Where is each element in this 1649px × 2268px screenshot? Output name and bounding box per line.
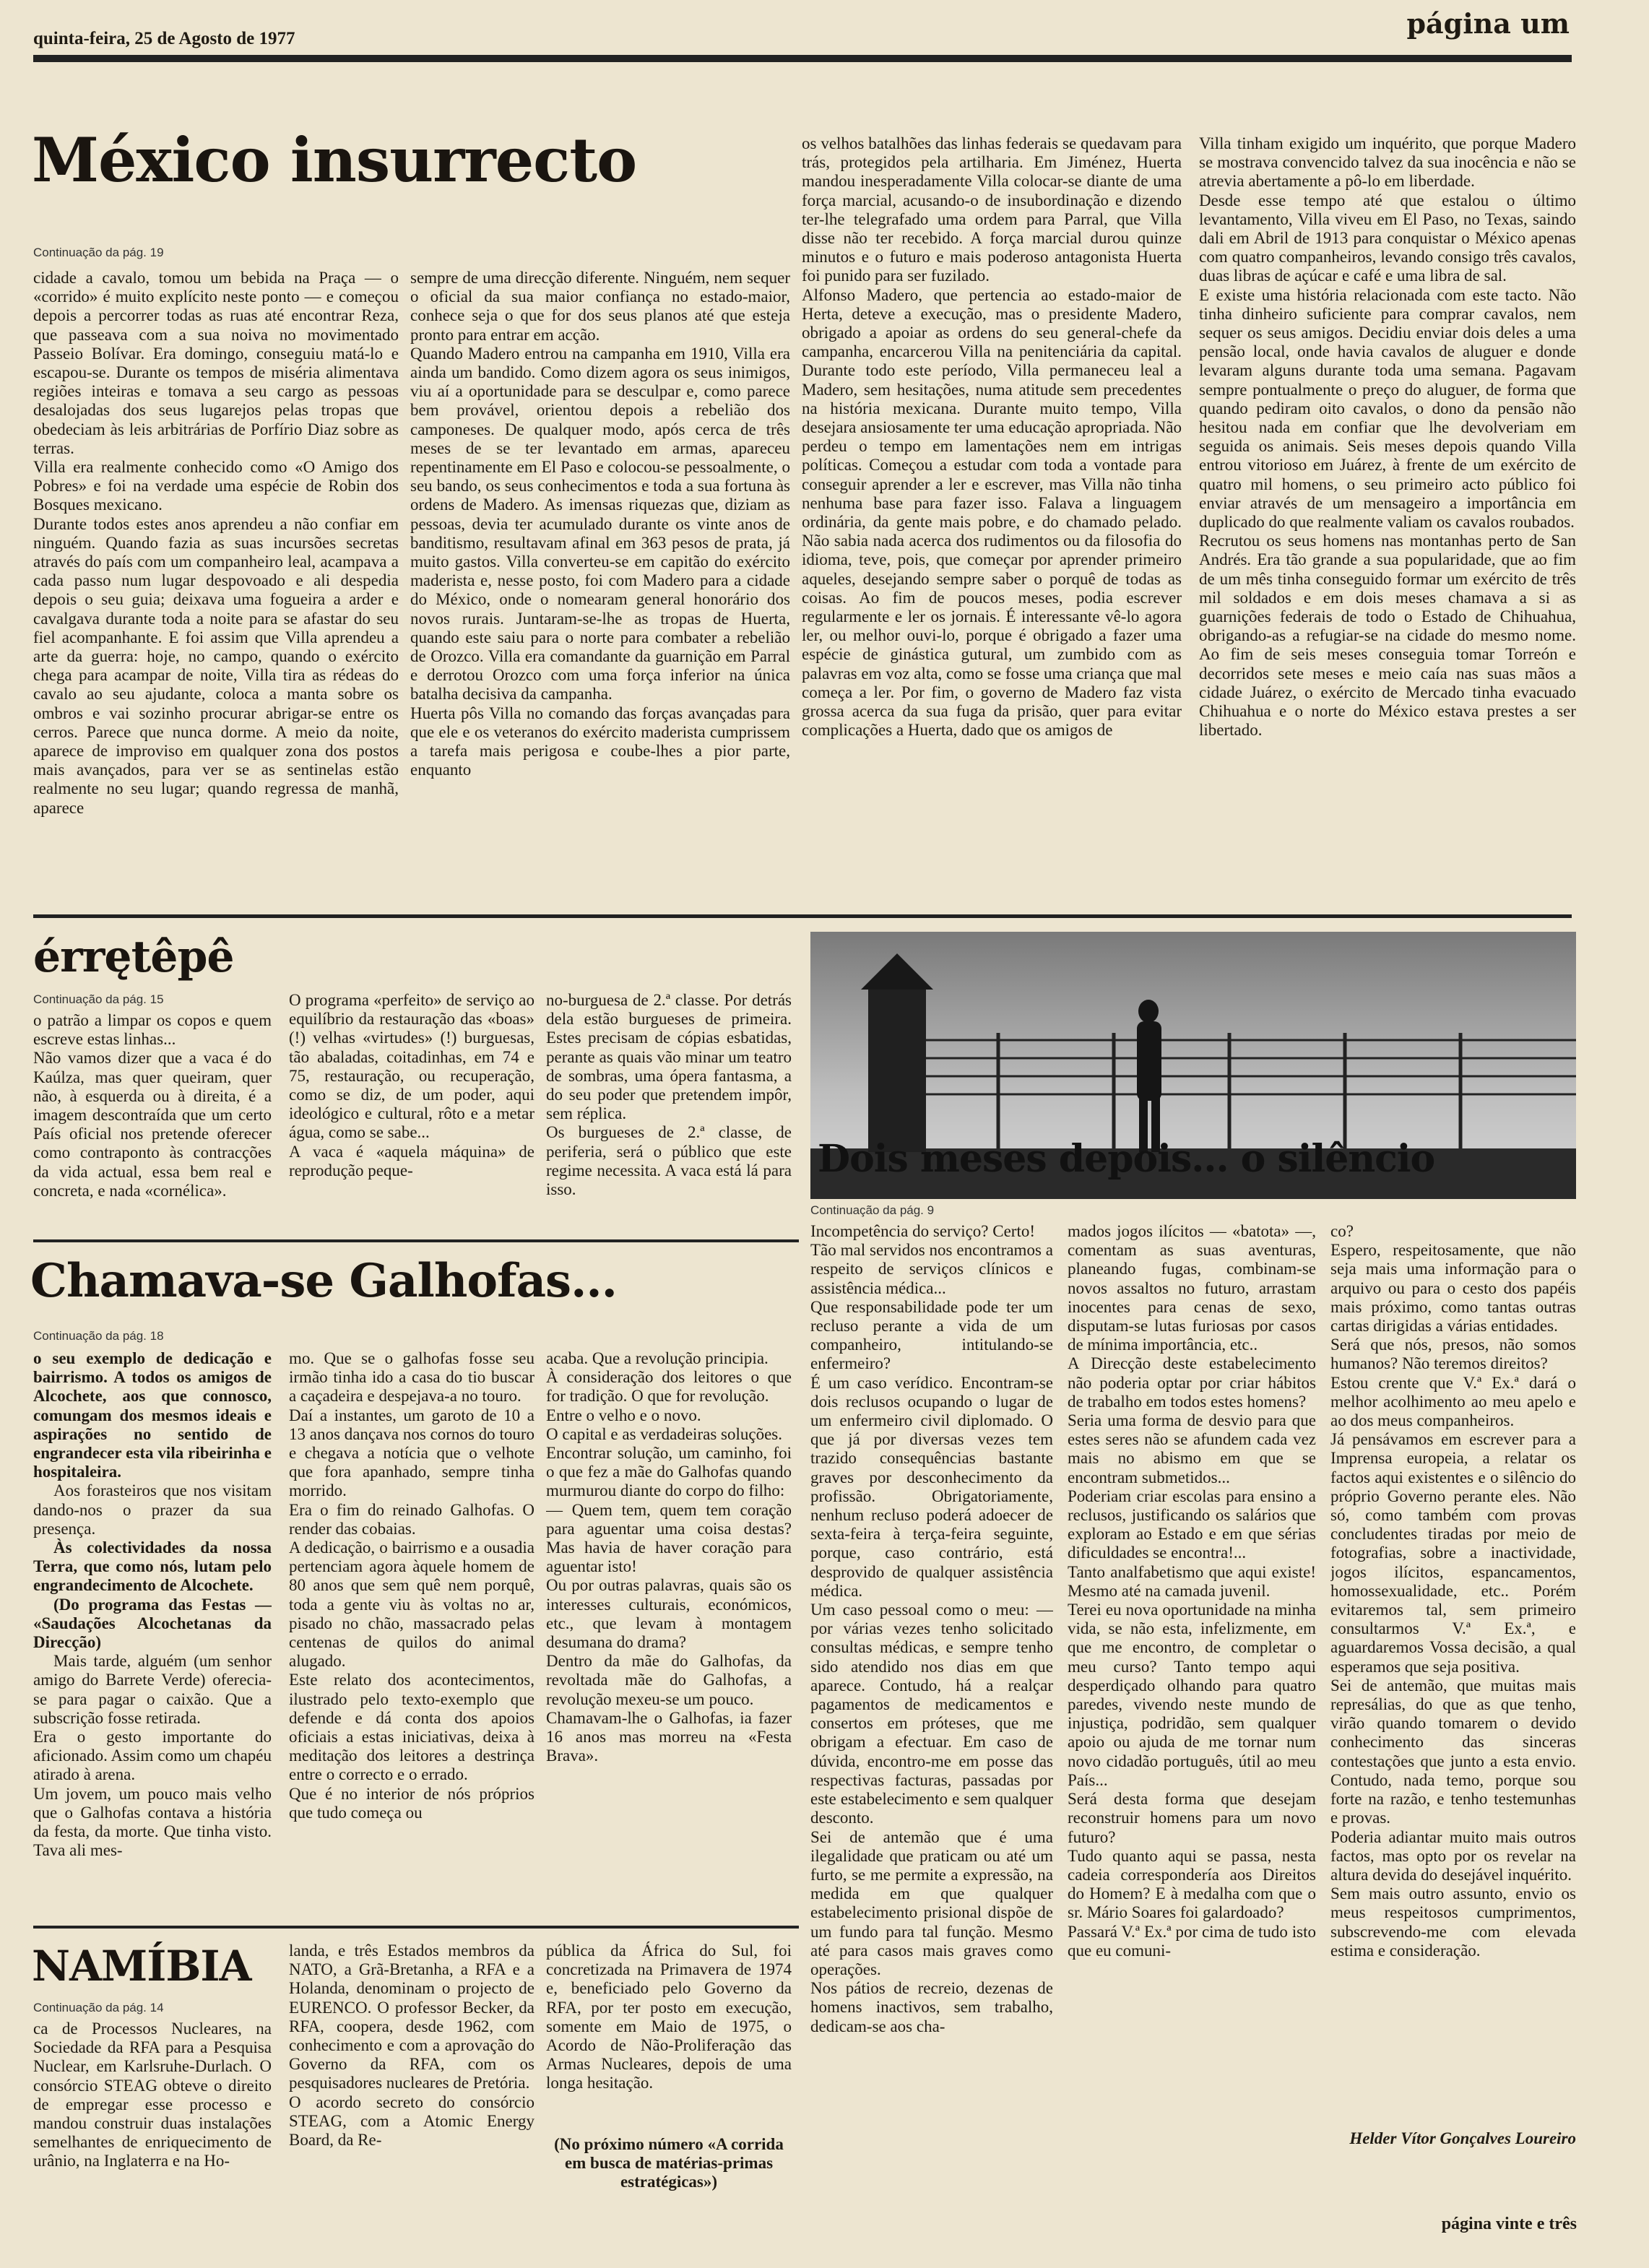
header-rule: [33, 55, 1572, 62]
article-text: acaba. Que a revolução principia. À consideração dos leitores o que for tradição. O que for revolução. Entre o velho e o novo. O capital e as verdadeiras soluções. Encontrar solução, um caminho, foi o que fez a mãe do Galhofas quando murmurou diante do corpo do filho: — Quem tem, quem tem coração para aguentar uma coisa destas? Mas havia de haver coração para aguentar isto! Ou por outras palavras, quais são os interesses culturais, económicos, etc., que levam à montagem desumana do drama? Dentro da mãe do Galhofas, da revoltada mãe do Galhofas, a revolução mexeu-se um pouco. Chamavam-lhe o Galhofas, ia fazer 16 anos mas morreu na «Festa Brava».: [546, 1349, 792, 1765]
silencio-column-2: [1068, 1222, 1316, 2190]
namibia-column-1: [33, 2020, 272, 2258]
namibia-top-rule: [33, 1926, 799, 1929]
article-text: co? Espero, respeitosamente, que não seja mais uma informação para o arquivo ou para o cesto dos papéis mais próximo, como tantas outras cartas dirigidas a várias entidades. Será que nós, presos, não somos humanos? Não teremos direitos? Estou crente que V.ª Ex.ª dará o melhor acolhimento ao meu apelo e ao dos meus companheiros. Já pensávamos em escrever para a Imprensa europeia, a relatar os factos aqui existentes e o silêncio do próprio Governo perante eles. Não só, como também com provas concludentes tiradas por meio de fotografias, sobre a inactividade, jogos ilícitos, espancamentos, homossexualidade, etc.. Porém evitaremos tal, sem primeiro consultarmos V.ª Ex.ª, e aguardaremos Vossa decisão, a qual esperamos que seja positiva. Sei de antemão, que muitas mais represálias, do que as que tenho, virão quando tomarem o devido conhecimento das sinceras contestações que junto a esta envio. Contudo, nada temo, porque sou forte na razão, e tenho testemunhas e provas. Poderia adiantar muito mais outros factos, mas opto por os revelar na altura devida do desejável inquérito. Sem mais outro assunto, envio os meus respeitosos cumprimentos, subscrevendo-me com elevada estima e consideração.: [1330, 1222, 1576, 1960]
article-text: o patrão a limpar os copos e quem escreve estas linhas... Não vamos dizer que a vaca é do Kaúlza, mas quer queiram, quer não, à esquerda ou à direita, é a imagem descontraída que um certo País oficial nos pretende oferecer como contraponto às contracções da vida actual, essa bem real e concreta, e nada «cornélica».: [33, 1011, 272, 1200]
errtepe-column-3: [546, 991, 792, 1250]
article-text: O programa «perfeito» de serviço ao equilíbrio da restauração das «boas» (!) velhas «virtudes» (!) burguesas, tão abaladas, coitadinhas, em 74 e 75, restauração, ou recuperação, como se diz, de um poder, aqui ideológico e cultural, rôto e a metar água, como se sabe... A vaca é «aquela máquina» de reprodução peque-: [289, 991, 534, 1180]
article-text-bold: Às colectividades da nossa Terra, que como nós, lutam pelo engrandecimento de Alcochete.: [33, 1538, 272, 1595]
mexico-column-1: [33, 269, 399, 897]
mexico-column-4: [1199, 134, 1576, 897]
errtepe-continuation: Continuação da pág. 15: [33, 992, 164, 1006]
namibia-continuation: Continuação da pág. 14: [33, 2001, 164, 2014]
article-text: Mais tarde, alguém (um senhor amigo do Barrete Verde) oferecia-se para pagar o caixão. Que a subscrição fosse retirada. Era o gesto importante do aficionado. Assim como um chapéu atirado à arena. Um jovem, um pouco mais velho que o Galhofas contava a história da festa, da morte. Que tinha visto. Tava ali mes-: [33, 1652, 272, 1860]
errtepe-column-1: [33, 1011, 272, 1250]
article-text: ca de Processos Nucleares, na Sociedade da RFA para a Pesquisa Nuclear, em Karlsruhe-Durlach. O consórcio STEAG obteve o direito de empregar esse processo e mandou construir duas instalações semelhantes de enriquecimento de urânio, na Inglaterra e na Ho-: [33, 2020, 272, 2170]
namibia-column-2: [289, 1942, 534, 2259]
mexico-column-2: [410, 269, 790, 897]
mexico-bottom-rule: [33, 914, 1572, 918]
galhofas-continuation: Continuação da pág. 18: [33, 1329, 164, 1343]
namibia-headline: NAMÍBIA: [32, 1942, 251, 1991]
prison-photo: [810, 932, 1576, 1199]
namibia-column-3: [546, 1942, 792, 2137]
article-quote: (Do programa das Festas — «Saudações Alcochetanas da Direcção): [33, 1595, 272, 1652]
article-text: os velhos batalhões das linhas federais se quedavam para trás, protegidos pela artilharia. Em Jiménez, Huerta mandou inesperadamente Villa colocar-se diante de uma força marcial, acusando-o de insubordinação e dizendo ter-lhe telegrafado uma ordem para Parral, que Villa disse não ter recebido. A força marcial durou quinze minutos e o futuro e mais poderoso antagonista Huerta foi punido para ser fuzilado. Alfonso Madero, que pertencia ao estado-maior de Herta, deteve a execução, mas o presidente Madero, obrigado a apoiar as ordens do seu general-chefe da campanha, encarcerou Villa na penitenciária da capital. Durante todo este período, Villa permaneceu leal a Madero, sem hesitações, numa atitude sem precedentes na história mexicana. Durante muito tempo, Villa desejara ansiosamente ter uma educação apropriada. Não perdeu o tempo em lamentações nem em intrigas políticas. Começou a estudar com toda a vontade para conseguir aprender a ler e escrever, mas Villa não tinha nenhuma base para fazer isso. Falava a linguagem ordinária, da gente mais pobre, e do chamado pelado. Não sabia nada acerca dos rudimentos ou da filosofia do idioma, teve, pois, que começar por aprender primeiro aqueles, desejando sempre saber o porquê de todas as coisas. Ao fim de poucos meses, podia escrever regularmente e ler os jornais. É interessante vê-lo agora ler, ou melhor ouvi-lo, porque é obrigado a fazer uma espécie de ginástica gutural, um zumbido com as palavras em voz alta, como se fosse uma criança que mal começa a ler. Por fim, o governo de Madero faz vista grossa acerca da sua fuga da prisão, quer para evitar complicações a Huerta, dado que os amigos de: [802, 134, 1182, 740]
silencio-column-3: [1330, 1222, 1576, 2147]
mexico-column-3: [802, 134, 1182, 897]
article-text: mo. Que se o galhofas fosse seu irmão tinha ido a casa do tio buscar a caçadeira e despejava-a no touro. Daí a instantes, um garoto de 10 a 13 anos dançava nos cornos do touro e chegava a notícia que o velhote que fora apanhado, sempre tinha morrido. Era o fim do reinado Galhofas. O render das cobaias. A dedicação, o bairrismo e a ousadia pertenciam agora àquele homem de 80 anos que sem quê nem porquê, toda a gente viu às voltas no ar, pisado no chão, massacrado pelas centenas de quilos do animal alugado. Este relato dos acontecimentos, ilustrado pelo texto-exemplo que defende e dá conta dos apoios oficiais a estas iniciativas, deixa à meditação dos leitores a destrinça entre o correcto e o errado. Que é no interior de nós próprios que tudo começa ou: [289, 1349, 534, 1822]
article-text-bold: o seu exemplo de dedicação e bairrismo. A todos os amigos de Alcochete, aos que connosco, comungam dos mesmos ideais e aspirações no sentido de engrandecer esta vila ribeirinha e hospitaleira.: [33, 1349, 272, 1481]
letter-signature: Helder Vítor Gonçalves Loureiro: [1349, 2129, 1576, 2147]
mexico-continuation: Continuação da pág. 19: [33, 246, 164, 259]
silencio-continuation: Continuação da pág. 9: [810, 1203, 935, 1217]
galhofas-column-2: [289, 1349, 534, 1913]
galhofas-headline: Chamava-se Galhofas...: [30, 1254, 617, 1308]
photo-caption: Dois meses depois... o silêncio: [818, 1137, 1435, 1181]
silencio-column-1: [810, 1222, 1053, 2190]
header-page-title: página um: [1406, 7, 1570, 40]
galhofas-column-3: [546, 1349, 792, 1913]
article-text: Incompetência do serviço? Certo! Tão mal servidos nos encontramos a respeito de serviços clínicos e assistência médica... Que responsabilidade pode ter um recluso perante a vida de um companheiro, intitulando-se enfermeiro? É um caso verídico. Encontram-se dois reclusos ocupando o lugar de um enfermeiro civil diplomado. O que já por diversas vezes tem trazido consequências bastante graves por desconhecimento da profissão. Obrigatoriamente, nenhum recluso poderá adoecer de sexta-feira à terça-feira seguinte, porque, caso contrário, está desprovido de qualquer assistência médica. Um caso pessoal como o meu: — por várias vezes tenho solicitado consultas médicas, e sempre tenho sido atendido nos dias em que aparece. Contudo, há a realçar pagamentos de medicamentos e consertos em próteses, que me obrigam a efectuar. Em caso de dúvida, encontro-me em posse das respectivas facturas, passadas por este estabelecimento e sem qualquer desconto. Sei de antemão que é uma ilegalidade que praticam ou até um furto, se me permite a expressão, na medida em que qualquer estabelecimento prisional dispõe de um fundo para tal função. Mesmo até para casos mais graves como operações. Nos pátios de recreio, dezenas de homens inactivos, sem trabalho, dedicam-se aos cha-: [810, 1222, 1053, 2035]
article-text: Villa tinham exigido um inquérito, que porque Madero se mostrava convencido talvez da sua inocência e não se atrevia abertamente a pô-lo em liberdade. Desde esse tempo até que estalou o último levantamento, Villa viveu em El Paso, no Texas, saindo dali em Abril de 1913 para conquistar o México apenas com quatro companheiros, levando consigo três cavalos, duas libras de açúcar e café e uma libra de sal. E existe uma história relacionada com este tacto. Não tinha dinheiro suficiente para comprar cavalos, nem sequer os seus amigos. Decidiu enviar dois deles a uma pensão local, onde havia cavalos de aluguer e donde levaram alguns durante toda uma semana. Pagavam sempre pontualmente o preço do aluguer, de forma que quando pediram oito cavalos, o dono da pensão não hesitou nada em confiar que lhe devolveriam em seguida os animais. Seis meses depois quando Villa entrou vitorioso em Juárez, à frente de um exército de quatro mil homens, o seu primeiro acto público foi enviar através de um mensageiro a importância em duplicado do que realmente valiam os cavalos roubados. Recrutou os seus homens nas montanhas perto de San Andrés. Era tão grande a sua popularidade, que ao fim de um mês tinha conseguido formar um exército de três mil soldados e em dois meses chamava a si as guarnições federais de todo o Estado de Chihuahua, obrigando-as a refugiar-se na cidade do mesmo nome. Ao fim de seis meses conseguia tomar Torreón e decorridos sete meses e meio caía nas suas mãos a cidade Juárez, o exército de Mercado tinha evacuado Chihuahua e o norte do México estava prestes a ser libertado.: [1199, 134, 1576, 740]
footer-page-number: página vinte e três: [1441, 2215, 1577, 2233]
errtepe-column-2: [289, 991, 534, 1250]
article-text: mados jogos ilícitos — «batota» —, comentam as suas aventuras, planeando fugas, combinam-se novos assaltos no futuro, arrastam inocentes para cenas de sexo, disputam-se lutas furiosas por casos de mínima importância, etc.. A Direcção deste estabelecimento não poderia optar por criar hábitos de trabalho em todos estes homens? Seria uma forma de desvio para que estes seres não se afundem cada vez mais no abismo em que se encontram submetidos... Poderiam criar escolas para ensino a reclusos, justificando os salários que exploram ao Estado e em que sérias dificuldades se encontra!... Tanto analfabetismo que aqui existe! Mesmo até na camada juvenil. Terei eu nova oportunidade na minha vida, se não esta, infelizmente, em que me encontro, de completar o meu curso? Tanto tempo aqui desperdiçado olhando para quatro paredes, vivendo neste mundo de injustiça, podridão, sem qualquer apoio ou ajuda de me tornar num novo cidadão português, útil ao meu País... Será desta forma que desejam reconstruir homens para um novo futuro? Tudo quanto aqui se passa, nesta cadeia correspondería aos Direitos do Homem? E à medalha com que o sr. Mário Soares foi galardoado? Passará V.ª Ex.ª por cima de tudo isto que eu comuni-: [1068, 1222, 1316, 1960]
galhofas-column-1: [33, 1349, 272, 1913]
article-text: Aos forasteiros que nos visitam dando-nos o prazer da sua presença.: [33, 1481, 272, 1538]
header-date: quinta-feira, 25 de Agosto de 1977: [33, 29, 295, 48]
article-text: cidade a cavalo, tomou um bebida na Praça — o «corrido» é muito explícito neste ponto — e começou depois a percorrer todas as ruas até encontrar Reza, que passeava com a sua noiva no movimentado Passeio Bolívar. Era domingo, conseguiu matá-lo e escapou-se. Durante os tempos de miséria alimentava regiões inteiras e tomava a seu cargo as pessoas desalojadas dos seus lugarejos pelas tropas que obedeciam às leis arbitrárias de Porfírio Diaz sobre as terras. Villa era realmente conhecido como «O Amigo dos Pobres» e foi na verdade uma espécie de Robin dos Bosques mexicano. Durante todos estes anos aprendeu a não confiar em ninguém. Quando fazia as suas incursões secretas através do país com um companheiro leal, acampava a cada passo num lugar despovoado e ali despedia depois o seu guia; deixava uma fogueira a arder e cavalgava durante toda a noite para se afastar do seu fiel acompanhante. E foi assim que Villa aprendeu a arte da guerra: hoje, no campo, quando o exército chega para acampar de noite, Villa tira as rédeas do cavalo ao seu ajudante, coloca a manta sobre os ombros e vai sozinho procurar abrigar-se entre os cerros. Parece que nunca dorme. A meio da noite, aparece de improviso em qualquer zona dos postos mais avançados, para ver se as sentinelas estão realmente no seu lugar; quando regressa de manhã, aparece: [33, 269, 399, 817]
errtepe-headline: érrętêpê: [33, 932, 234, 982]
article-text: pública da África do Sul, foi concretizada na Primavera de 1974 e, beneficiado pelo Governo da RFA, por ter posto em execução, somente em Maio de 1975, o Acordo de Não-Proliferação das Armas Nucleares, depois de uma longa hesitação.: [546, 1942, 792, 2092]
article-text: landa, e três Estados membros da NATO, a Grã-Bretanha, a RFA e a Holanda, denominam o projecto de EURENCO. O professor Becker, da RFA, coopera, desde 1962, com conhecimento e com a aprovação do Governo da RFA, com os pesquisadores nucleares de Pretória. O acordo secreto do consórcio STEAG, com a Atomic Energy Board, da Re-: [289, 1942, 534, 2150]
article-text: sempre de uma direcção diferente. Ninguém, nem sequer o oficial da sua maior confiança no estado-maior, conhece seja o que for dos seus planos até que esteja pronto para entrar em acção. Quando Madero entrou na campanha em 1910, Villa era ainda um bandido. Como dizem agora os seus inimigos, viu aí a oportunidade para se desculpar e, como parece bem provável, orientou depois a rebelião dos camponeses. De qualquer modo, após cerca de três meses de se ter levantado em armas, apareceu repentinamente em El Paso e colocou-se pessoalmente, o seu bando, os seus conhecimentos e toda a sua fortuna às ordens de Madero. As imensas riquezas que, diziam as pessoas, devia ter acumulado durante os vinte anos de banditismo, resultavam afinal em 363 pesos de prata, já muito gastos. Villa converteu-se em capitão do exército maderista e, nesse posto, foi com Madero para a cidade do México, onde o nomearam general honorário dos novos rurais. Juntaram-se-lhe as tropas de Huerta, quando este saiu para o norte para combater a rebelião de Orozco. Villa era comandante da guarnição em Parral e derrotou Orozco com uma força inferior na única batalha decisiva da campanha. Huerta pôs Villa no comando das forças avançadas para que ele e os veteranos do exército maderista cumprissem a tarefa mais perigosa e coube-lhes a pior parte, enquanto: [410, 269, 790, 779]
galhofas-top-rule: [33, 1239, 799, 1242]
namibia-next-issue: (No próximo número «A corrida em busca de matérias-primas estratégicas»): [554, 2135, 784, 2191]
article-text: no-burguesa de 2.ª classe. Por detrás dela estão burgueses de primeira. Estes precisam de cópias esbatidas, perante as quais vão minar um teatro de sombras, uma ópera fantasma, a do seu poder que pretendem impôr, sem réplica. Os burgueses de 2.ª classe, de periferia, será o público que este regime necessita. A vaca está lá para isso.: [546, 991, 792, 1199]
mexico-headline: México insurrecto: [32, 124, 637, 196]
